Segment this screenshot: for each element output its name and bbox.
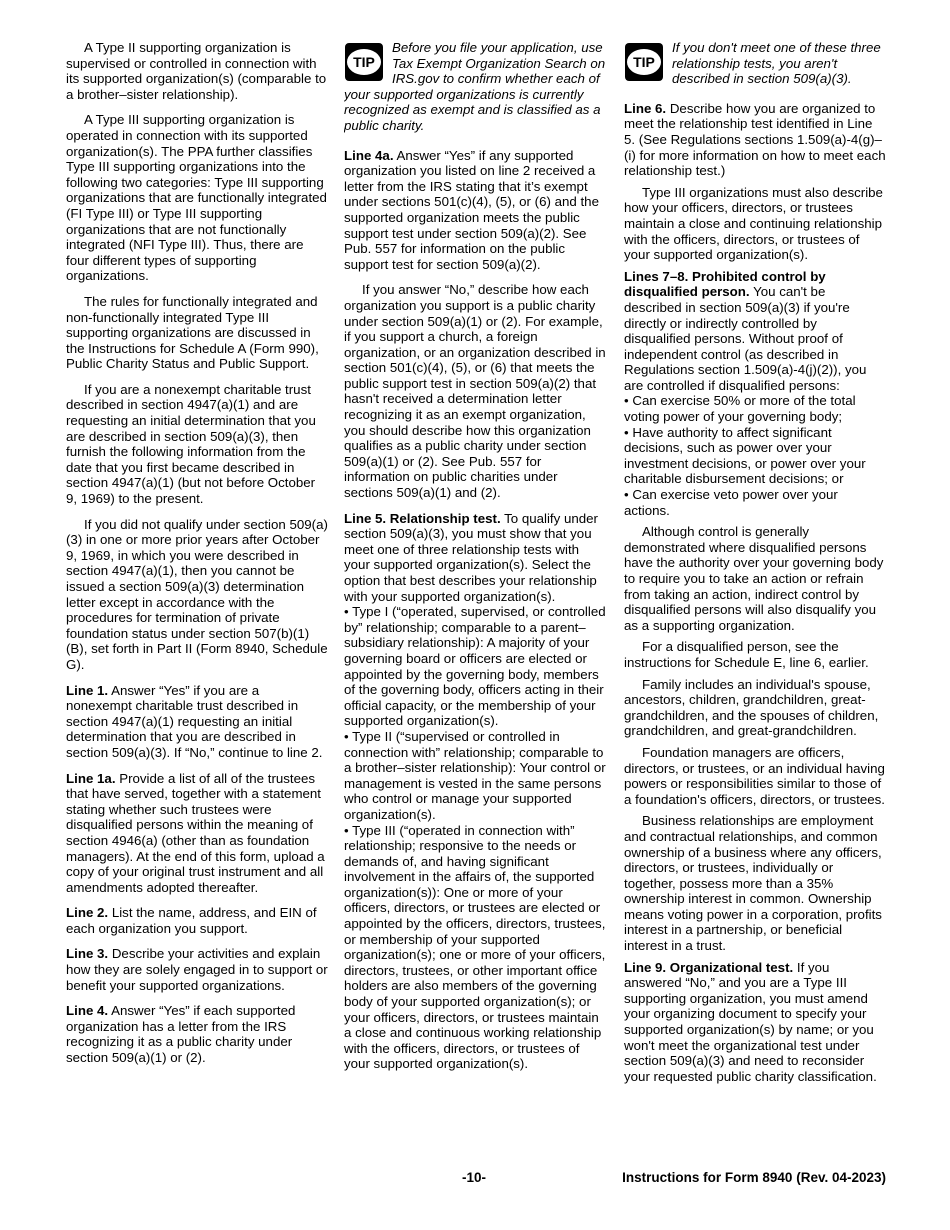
line-4-heading: Line 4. bbox=[66, 1003, 109, 1019]
paragraph-fi-nfi-rules: The rules for functionally integrated and non-functionally integrated Type III supporting organizations are discussed in the Instructions for Schedule A (Form 990), Public Charity Status and Public Support. bbox=[66, 293, 319, 372]
line-9-heading: Line 9. Organizational test. bbox=[624, 959, 794, 975]
tip-label: TIP bbox=[353, 54, 375, 70]
line-6-heading: Line 6. bbox=[624, 100, 667, 116]
form-title: Instructions for Form 8940 (Rev. 04-2023) bbox=[622, 1170, 886, 1185]
page-footer bbox=[66, 1170, 886, 1188]
paragraph-type-ii: A Type II supporting organization is supervised or controlled in connection with its supported organization(s) (comparable to a brother–sister relationship). bbox=[66, 40, 327, 102]
line-6-instruction bbox=[624, 101, 886, 179]
tip-label: TIP bbox=[633, 54, 655, 70]
bullet-voting-power: • Can exercise 50% or more of the total voting power of your governing body; bbox=[624, 393, 856, 425]
column-left bbox=[66, 40, 328, 1076]
lines-7-8-instruction bbox=[624, 269, 886, 519]
tip-text: Before you file your application, use Tax Exempt Organization Search on IRS.gov to confirm whether each of your supported organizations is currently recognized as exempt and is classified as a public charity. bbox=[344, 40, 606, 133]
lines-7-8-heading: Lines 7–8. Prohibited control by disqualified person. bbox=[624, 268, 826, 300]
line-1a-instruction bbox=[66, 771, 328, 896]
paragraph-foundation-managers: Foundation managers are officers, directors, or trustees, or an individual having powers or responsibilities similar to those of a foundation's officers, directors, or trustees. bbox=[624, 744, 885, 807]
tip-box-relationship bbox=[624, 40, 886, 87]
line-5-instruction bbox=[344, 511, 606, 1072]
line-3-text: Describe your activities and explain how they are solely engaged in to support or benefit your supported organizations. bbox=[66, 946, 328, 993]
line-4-instruction bbox=[66, 1003, 328, 1065]
line-4a-heading: Line 4a. bbox=[344, 147, 394, 163]
paragraph-nonexempt-trust: If you are a nonexempt charitable trust described in section 4947(a)(1) and are requesting an initial determination that you are described in section 509(a)(3), then furnish the following information from the date that you first became described in section 4947(a)(1) (but not before October 9, 1969) to the present. bbox=[66, 381, 316, 507]
line-9-text: If you answered “No,” and you are a Type III supporting organization, you must amend your organizing document to specify your supported organization(s) by name; or you won't meet the organizational test under section 509(a)(3) and need to reconsider your requested public charity classification. bbox=[624, 959, 877, 1084]
line-4a-instruction bbox=[344, 148, 606, 273]
line-5-heading: Line 5. Relationship test. bbox=[344, 510, 501, 526]
bullet-veto-power: • Can exercise veto power over your actions. bbox=[624, 487, 838, 518]
line-3-heading: Line 3. bbox=[66, 946, 109, 962]
line-4a-text: Answer “Yes” if any supported organization you listed on line 2 received a letter from the IRS stating that it’s exempt under sections 501(c)(4), (5), or (6) and the supported organization meets the public support test under section 509(a)(2). See Pub. 557 for information on the public support test for section 509(a)(2). bbox=[344, 147, 599, 272]
paragraph-family: Family includes an individual's spouse, ancestors, children, grandchildren, great-grandchildren, and the spouses of children, grandchildren, and great-grandchildren. bbox=[624, 676, 879, 739]
paragraph-answer-no: If you answer “No,” describe how each organization you support is a public charity under section 509(a)(1) or (2). For example, if you support a church, a foreign organization, or an organization described in section 501(c)(4), (5), or (6) that meets the public support test in section 509(a)(2) that hasn't received a determination letter recognizing it as an exempt organization, you should describe how this organization qualifies as a public charity under section 509(a)(1) or (2). See Pub. 557 for information on public charities under sections 509(a)(1) and (2). bbox=[344, 282, 606, 501]
line-4-text: Answer “Yes” if each supported organization has a letter from the IRS recognizing it as a public charity under section 509(a)(1) or (2). bbox=[66, 1003, 296, 1066]
bullet-authority: • Have authority to affect significant decisions, such as power over your investment decisions, or power over your charitable disbursement decisions; or bbox=[624, 424, 866, 487]
line-9-instruction bbox=[624, 960, 886, 1085]
line-2-instruction bbox=[66, 905, 328, 936]
line-3-instruction bbox=[66, 946, 328, 993]
lines-7-8-text: You can't be described in section 509(a)(3) if you're directly or indirectly controlled by disqualified persons. Without proof of independent control (as described in Regulations section 1.509(a)-4(j)(2)), you are controlled if disqualified persons: bbox=[624, 284, 867, 393]
tip-icon bbox=[624, 42, 664, 82]
line-6-text: Describe how you are organized to meet the relationship test identified in Line 5. (See Regulations sections 1.509(a)-4(g)–(i) for more information on how to meet each relationship test.) bbox=[624, 100, 886, 179]
column-middle bbox=[344, 40, 606, 1082]
page-number: -10- bbox=[462, 1170, 487, 1185]
line-2-heading: Line 2. bbox=[66, 905, 109, 921]
line-1-heading: Line 1. bbox=[66, 682, 109, 698]
paragraph-prior-years: If you did not qualify under section 509(a)(3) in one or more prior years after October 9, 1969, in which you were described in section 4947(a)(1), then you cannot be issued a section 509(a)(3) determination letter except in accordance with the procedures for termination of private foundation status under section 507(b)(1)(B), set forth in Part II (Form 8940, Schedule G). bbox=[66, 516, 328, 672]
column-right bbox=[624, 40, 886, 1090]
line-1-text: Answer “Yes” if you are a nonexempt charitable trust described in section 4947(a)(1) requesting an initial determination that you are described in section 509(a)(3). If “No,” continue to line 2. bbox=[66, 682, 323, 760]
bullet-type-i: • Type I (“operated, supervised, or controlled by” relationship; comparable to a parent–subsidiary relationship): A majority of your governing board or officers are elected or appointed by the governing body, members of the governing body, officers acting in their official capacity, or the membership of your supported organization(s). bbox=[344, 604, 606, 729]
line-1a-heading: Line 1a. bbox=[66, 770, 116, 786]
line-5-text: To qualify under section 509(a)(3), you must show that you meet one of three relationship tests with your supported organization(s). Select the option that best describes your relationship with your supported organization(s). bbox=[344, 510, 598, 604]
paragraph-type-iii-describe: Type III organizations must also describe how your officers, directors, or trustees maintain a close and continuing relationship with the officers, directors, or trustees of your supported organization(s). bbox=[624, 184, 883, 263]
paragraph-disqualified-person: For a disqualified person, see the instructions for Schedule E, line 6, earlier. bbox=[624, 639, 869, 670]
tip-box-search bbox=[344, 40, 606, 134]
paragraph-indirect-control: Although control is generally demonstrated where disqualified persons have the authority over your governing body to require you to take an action or refrain from taking an action, indirect control by disqualified persons will also disqualify you as a supporting organization. bbox=[624, 524, 884, 633]
paragraph-type-iii: A Type III supporting organization is operated in connection with its supported organization(s). The PPA further classifies Type III supporting organizations into the following two categories: Type III supporting organizations that are functionally integrated (FI Type III) or Type III supporting organizations that are not functionally integrated (NFI Type III). Thus, there are four different types of supporting organizations. bbox=[66, 112, 327, 284]
line-1-instruction bbox=[66, 683, 328, 761]
tip-icon bbox=[344, 42, 384, 82]
paragraph-business-relationships: Business relationships are employment and contractual relationships, and common ownership of a business where any officers, directors, or trustees, individually or together, possess more than a 35% ownership interest in common. Ownership means voting power in a corporation, profits interest in a partnership, or beneficial interest in a trust. bbox=[624, 813, 882, 954]
tip-text: If you don't meet one of these three relationship tests, you aren't described in section 509(a)(3). bbox=[672, 40, 881, 87]
line-2-text: List the name, address, and EIN of each organization you support. bbox=[66, 905, 317, 936]
line-1a-text: Provide a list of all of the trustees that have served, together with a statement stating whether such trustees were disqualified persons within the meaning of section 4946(a) (other than as foundation managers). At the end of this form, upload a copy of your original trust instrument and all amendments adopted thereafter. bbox=[66, 770, 325, 895]
bullet-type-iii: • Type III (“operated in connection with” relationship; responsive to the needs or demands of, and having significant involvement in the affairs of, the supported organization(s)): One or more of your officers, directors, or trustees are elected or appointed by the officers, directors, trustees, or membership of your supported organization(s); one or more of your officers, directors, trustees, or other important office holders are also members of the governing body of your supported organization(s); or your officers, directors, or trustees maintain a close and continuous working relationship with the officers, directors, or trustees of your supported organization(s). bbox=[344, 822, 606, 1072]
bullet-type-ii: • Type II (“supervised or controlled in connection with” relationship; comparable to a brother–sister relationship): Your control or management is vested in the same persons who control or manage your supported organization(s). bbox=[344, 728, 606, 822]
